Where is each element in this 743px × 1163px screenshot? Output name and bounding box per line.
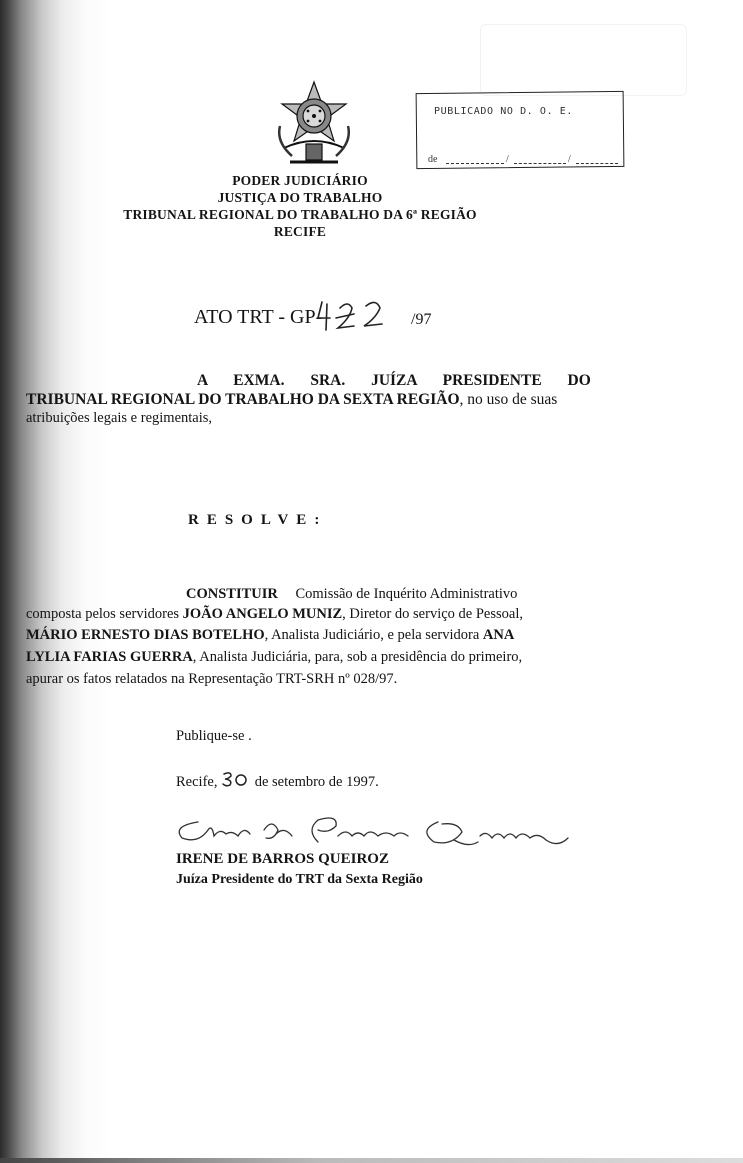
body-line-3 — [26, 627, 514, 644]
date-rest: de setembro de 1997. — [254, 774, 379, 790]
stamp-day-blank — [446, 163, 504, 164]
member-lylia-farias-guerra: LYLIA FARIAS GUERRA — [26, 649, 193, 665]
body-line-4 — [26, 649, 522, 666]
header-line-tribunal: TRIBUNAL REGIONAL DO TRABALHO DA 6ª REGIÃO — [123, 207, 477, 222]
body-line-1-rest: Comissão de Inquérito Administrativo — [295, 586, 518, 602]
stamp-month-blank — [514, 163, 566, 164]
preamble-line-2 — [26, 391, 557, 409]
preamble-line-2-rest: , no uso de suas — [459, 391, 558, 408]
stamp-border — [416, 91, 625, 169]
header-line-poder: PODER JUDICIÁRIO — [232, 173, 368, 188]
date-line — [176, 770, 379, 791]
date-prefix: Recife, — [176, 774, 218, 790]
bleed-through-stamp — [480, 24, 687, 96]
resolve-heading: RESOLVE: — [188, 512, 328, 528]
tribunal-name: TRIBUNAL REGIONAL DO TRABALHO DA SEXTA REGIÃO — [26, 391, 460, 408]
act-year: /97 — [411, 311, 432, 328]
body-line-2-b: , Diretor do serviço de Pessoal, — [342, 606, 523, 622]
act-title: ATO TRT - GP- — [194, 306, 323, 328]
header-line-justica: JUSTIÇA DO TRABALHO — [217, 190, 383, 205]
handwritten-act-number — [314, 296, 400, 336]
constituir-keyword: CONSTITUIR — [186, 586, 278, 602]
publish-order: Publique-se . — [176, 728, 252, 744]
stamp-slash-2: / — [568, 154, 571, 165]
member-mario-ernesto-dias-botelho: MÁRIO ERNESTO DIAS BOTELHO — [26, 627, 265, 643]
stamp-year-blank — [576, 163, 618, 164]
stamp-title: PUBLICADO NO D. O. E. — [434, 106, 574, 117]
brazil-coat-of-arms-seal — [270, 78, 358, 170]
signatory-name: IRENE DE BARROS QUEIROZ — [176, 851, 389, 867]
preamble-line-1 — [197, 372, 601, 390]
body-line-3-a: , Analista Judiciário, e pela servidora — [264, 627, 483, 643]
preamble-line-3: atribuições legais e regimentais, — [26, 410, 213, 426]
body-line-2-a: composta pelos servidores — [26, 606, 183, 622]
signatory-role: Juíza Presidente do TRT da Sexta Região — [176, 872, 423, 887]
stamp-date-prefix: de — [428, 154, 438, 165]
stamp-slash-1: / — [506, 154, 509, 165]
header-line-recife: RECIFE — [273, 224, 327, 239]
page-bottom-edge — [0, 1158, 743, 1163]
body-line-2 — [26, 606, 523, 623]
publication-stamp — [416, 92, 624, 174]
member-joao-angelo-muniz: JOÃO ANGELO MUNIZ — [182, 606, 343, 622]
handwritten-signature — [168, 808, 572, 856]
preamble-line-1-text: A EXMA. SRA. JUÍZA PRESIDENTE DO — [197, 372, 591, 389]
body-line-5: apurar os fatos relatados na Representação TRT-SRH nº 028/97. — [26, 671, 398, 687]
member-ana-first-name: ANA — [482, 627, 515, 643]
handwritten-day — [221, 770, 251, 788]
body-line-1 — [186, 586, 517, 603]
body-line-4-a: , Analista Judiciária, para, sob a presidência do primeiro, — [192, 649, 523, 665]
